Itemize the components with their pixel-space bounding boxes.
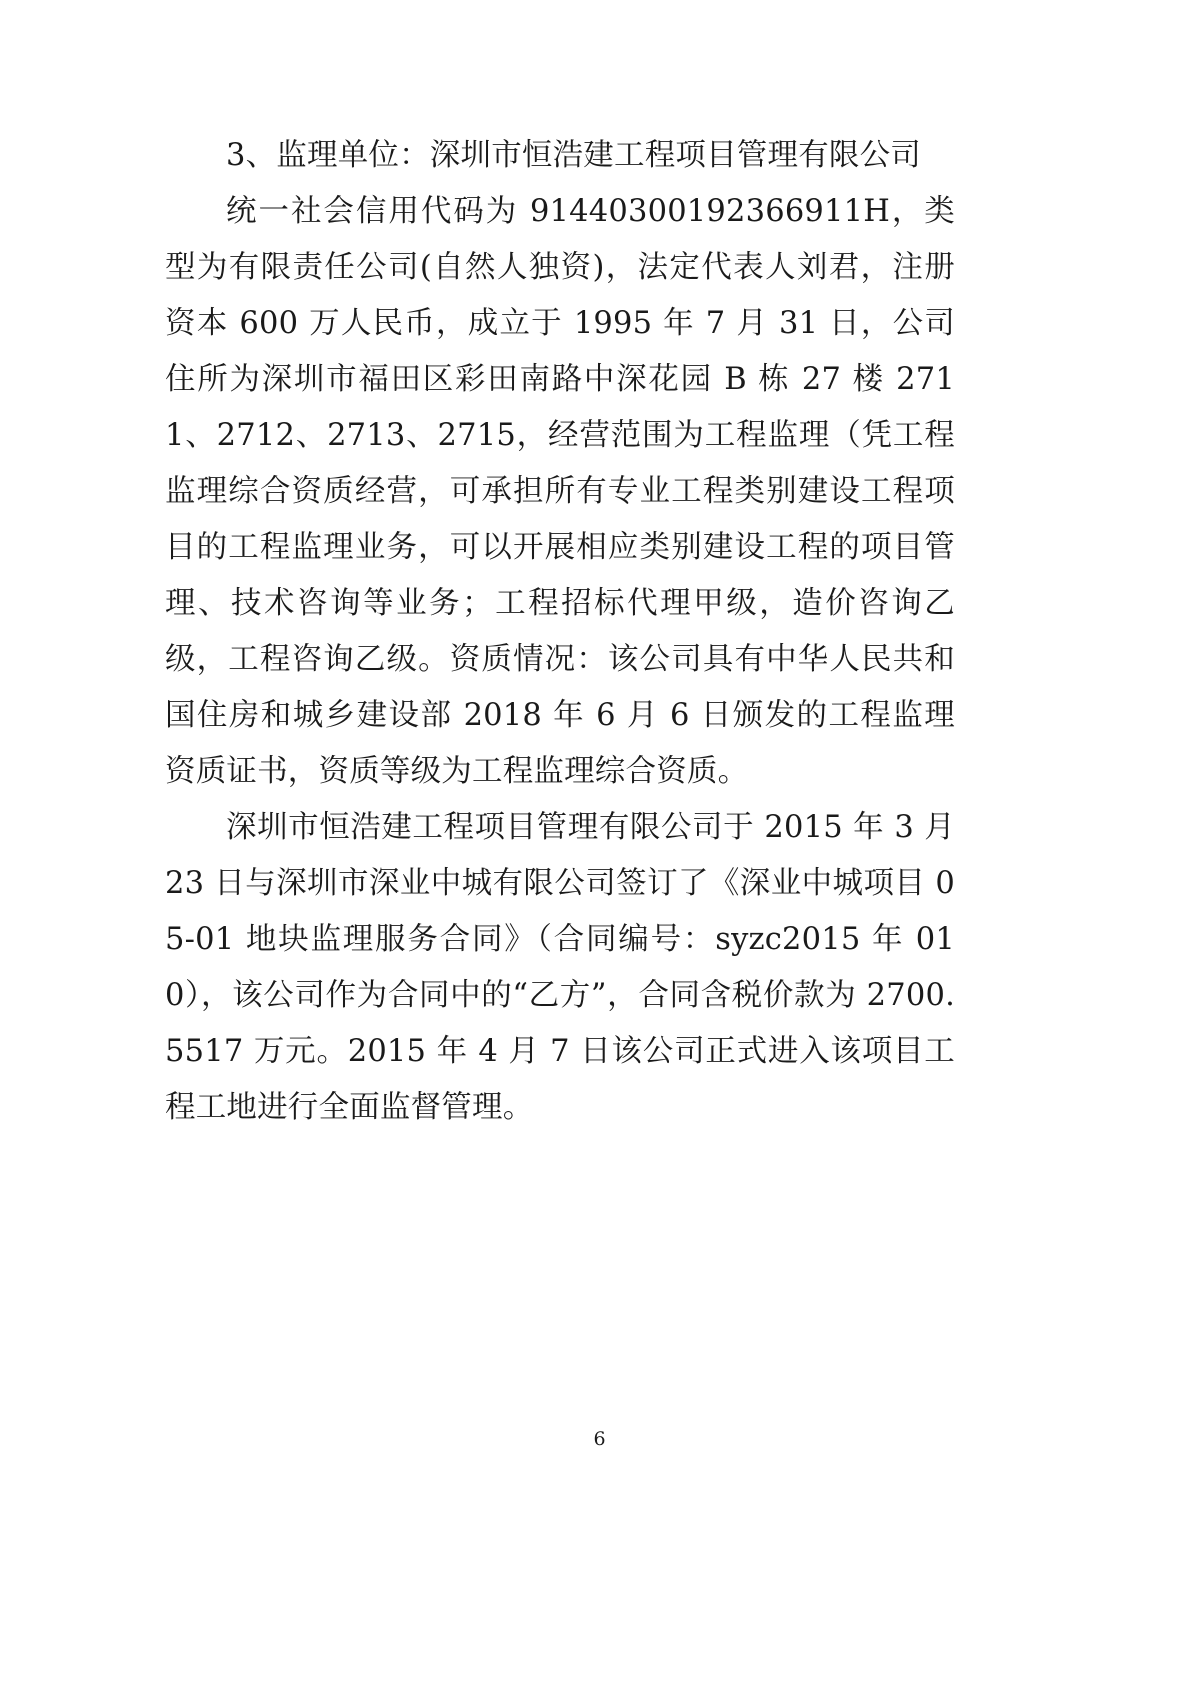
page-content: [165, 128, 955, 1136]
page-number: 6: [593, 1428, 606, 1450]
paragraph-heading-supervision-unit: 3、监理单位：深圳市恒浩建工程项目管理有限公司: [226, 138, 922, 173]
paragraph-contract-info: 深圳市恒浩建工程项目管理有限公司于 2015 年 3 月 23 日与深圳市深业中城有限公司签订了《深业中城项目 05-01 地块监理服务合同》（合同编号：syzc2015 年 010），该公司作为合同中的“乙方”，合同含税价款为 2700.5517 万元。2015 年 4 月 7 日该公司正式进入该项目工程工地进行全面监督管理。: [165, 810, 955, 1125]
paragraph-company-registration-info: 统一社会信用代码为 91440300192366911H，类型为有限责任公司(自然人独资)，法定代表人刘君，注册资本 600 万人民币，成立于 1995 年 7 月 31 日，公司住所为深圳市福田区彩田南路中深花园 B 栋 27 楼 2711、2712、2713、2715，经营范围为工程监理（凭工程监理综合资质经营，可承担所有专业工程类别建设工程项目的工程监理业务，可以开展相应类别建设工程的项目管理、技术咨询等业务；工程招标代理甲级，造价咨询乙级，工程咨询乙级。资质情况：该公司具有中华人民共和国住房和城乡建设部 2018 年 6 月 6 日颁发的工程监理资质证书，资质等级为工程监理综合资质。: [165, 194, 955, 789]
